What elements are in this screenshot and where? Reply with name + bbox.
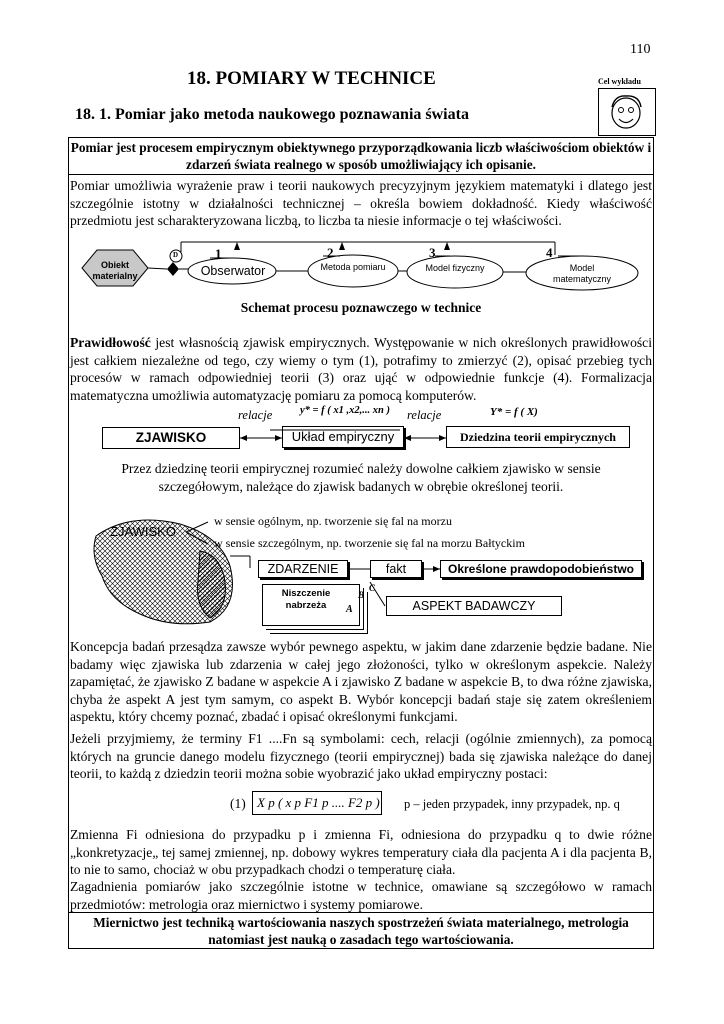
niszczenie-label: Niszczenie nabrzeża bbox=[281, 588, 331, 611]
relation-left: relacje bbox=[238, 408, 273, 422]
paragraph-subjects: Zagadnienia pomiarów jako szczególnie istotne w technice, omawiane są szczegółowo w ramach przedmiotów: metrologia oraz miernictwo i systemy pomiarowe. bbox=[70, 879, 652, 912]
paragraph-regularity bbox=[70, 334, 652, 404]
page-number: 110 bbox=[630, 42, 651, 57]
phenomenon-box: ZJAWISKO bbox=[102, 427, 240, 449]
equation-box: X p ( x p F1 p .... F2 p ) bbox=[252, 791, 382, 815]
equation-note: p – jeden przypadek, inny przypadek, np. q bbox=[404, 797, 620, 811]
zjawisko-label: ZJAWISKO bbox=[110, 524, 176, 539]
formula-left: y* = f ( x1 ,x2,... xn ) bbox=[300, 405, 390, 416]
badge-label: Cel wykładu bbox=[598, 77, 641, 86]
math-model-label: Model matematyczny bbox=[552, 263, 612, 284]
probability-box: Określone prawdopodobieństwo bbox=[440, 560, 642, 578]
d-label: D bbox=[173, 251, 179, 259]
sense-specific: w sensie szczególnym, np. tworzenie się fal na morzu Bałtyckim bbox=[214, 536, 525, 550]
diagram1-caption: Schemat procesu poznawczego w technice bbox=[240, 300, 482, 315]
theory-domain-box: Dziedzina teorii empirycznych bbox=[446, 426, 630, 448]
step-2: 2 bbox=[327, 245, 334, 260]
physical-model-label: Model fizyczny bbox=[425, 263, 485, 273]
object-label: Obiekt materialny bbox=[92, 260, 138, 281]
observer-label: Obserwator bbox=[200, 264, 266, 278]
definition-box: Pomiar jest procesem empirycznym obiektywnego przyporządkowania liczb właściwościom obiektów i zdarzeń świata realnego w sposób umożliwiający ich opisanie. bbox=[68, 137, 654, 175]
regularity-term: Prawidłowość bbox=[70, 335, 151, 350]
relation-right: relacje bbox=[407, 408, 442, 422]
formula-right: Y* = f ( X) bbox=[490, 406, 538, 418]
paragraph-concept: Koncepcja badań przesądza zawsze wybór pewnego aspektu, w jakim dane zdarzenie będzie badane. Nie badamy więc zjawiska lub zdarzenia w całej jego złożoności, tylko w określonym aspekcie. Należy zapamiętać, że zjawisko Z badane w aspekcie A i zjawisko Z badane w aspekcie B, to dwa różne zjawiska, chyba że aspekt A jest tym samym, co aspekt B. Wybór koncepcji badań staje się zatem określeniem aspektu, który chcemy poznać, zbadać i opisać określonymi funkcjami. bbox=[70, 639, 652, 725]
paragraph-variables: Zmienna Fi odniesiona do przypadku p i zmienna Fi, odniesiona do przypadku q to dwie różne „konkretyzacje„ tej samej zmiennej, np. dobowy wykres temperatury ciała dla pacjenta A i dla pacjenta B, to nie to samo, chociaż w obu przypadkach chodzi o temperaturę ciała. bbox=[70, 827, 652, 878]
summary-box: Miernictwo jest techniką wartościowania naszych spostrzeżeń świata materialnego, metrologia natomiast jest nauką o zasadach tego wartościowania. bbox=[68, 912, 654, 949]
event-box: ZDARZENIE bbox=[258, 560, 348, 578]
paragraph-domain: Przez dziedzinę teorii empirycznej rozumieć należy dowolne całkiem zjawisko w sensie szczegółowym, należące do zjawisk badanych w obrębie określonej teorii. bbox=[121, 461, 601, 494]
method-label: Metoda pomiaru bbox=[320, 262, 386, 272]
step-1: 1 bbox=[215, 246, 222, 261]
empirical-diagram bbox=[70, 404, 652, 450]
chapter-title: 18. POMIARY W TECHNICE bbox=[187, 68, 436, 89]
aspect-c: C bbox=[369, 583, 376, 593]
step-4: 4 bbox=[546, 245, 553, 260]
research-aspect-box: ASPEKT BADAWCZY bbox=[386, 596, 562, 616]
section-title: 18. 1. Pomiar jako metoda naukowego poznawania świata bbox=[75, 106, 469, 123]
fact-box: fakt bbox=[370, 560, 422, 578]
paragraph-intro: Pomiar umożliwia wyrażenie praw i teorii naukowych precyzyjnym językiem matematyki i dlatego jest szczególnie istotny w działalności technicznej – określa bowiem dokładność. Kiedy właściwość przedmiotu jest scharakteryzowana liczbą, to liczba ta niesie informacje o tej właściwości. bbox=[70, 178, 652, 229]
regularity-text: jest własnością zjawisk empirycznych. Występowanie w nich określonych prawidłowości jest całkiem niezależne od tego, czy wiemy o tym (1), potrafimy to zmierzyć (2), opisać przebieg tych procesów w ramach odpowiedniej teorii (3) oraz ująć w odpowiednie funkcje (4). Formalizacja matematyczna umożliwia automatyzację pomiaru za pomocą komputerów. bbox=[70, 335, 652, 403]
aspect-a: A bbox=[346, 604, 353, 615]
lecturer-face-icon bbox=[598, 88, 656, 136]
sense-general: w sensie ogólnym, np. tworzenie się fal na morzu bbox=[214, 514, 452, 528]
step-3: 3 bbox=[429, 245, 436, 260]
empirical-system-box: Układ empiryczny bbox=[282, 426, 404, 448]
equation-number: (1) bbox=[230, 796, 246, 811]
paragraph-terms: Jeżeli przyjmiemy, że terminy F1 ....Fn są symbolami: cech, relacji (ogólnie zmiennych), za pomocą których na gruncie danego modelu fizycznego (teorii empirycznej) bada się zjawiska należące do danej teorii, to każdą z dziedzin teorii można sobie wyobrazić jako układ empiryczny postaci: bbox=[70, 731, 652, 782]
phenomenon-diagram bbox=[90, 506, 650, 632]
cognition-diagram bbox=[70, 238, 652, 298]
aspect-b: B bbox=[358, 590, 365, 600]
